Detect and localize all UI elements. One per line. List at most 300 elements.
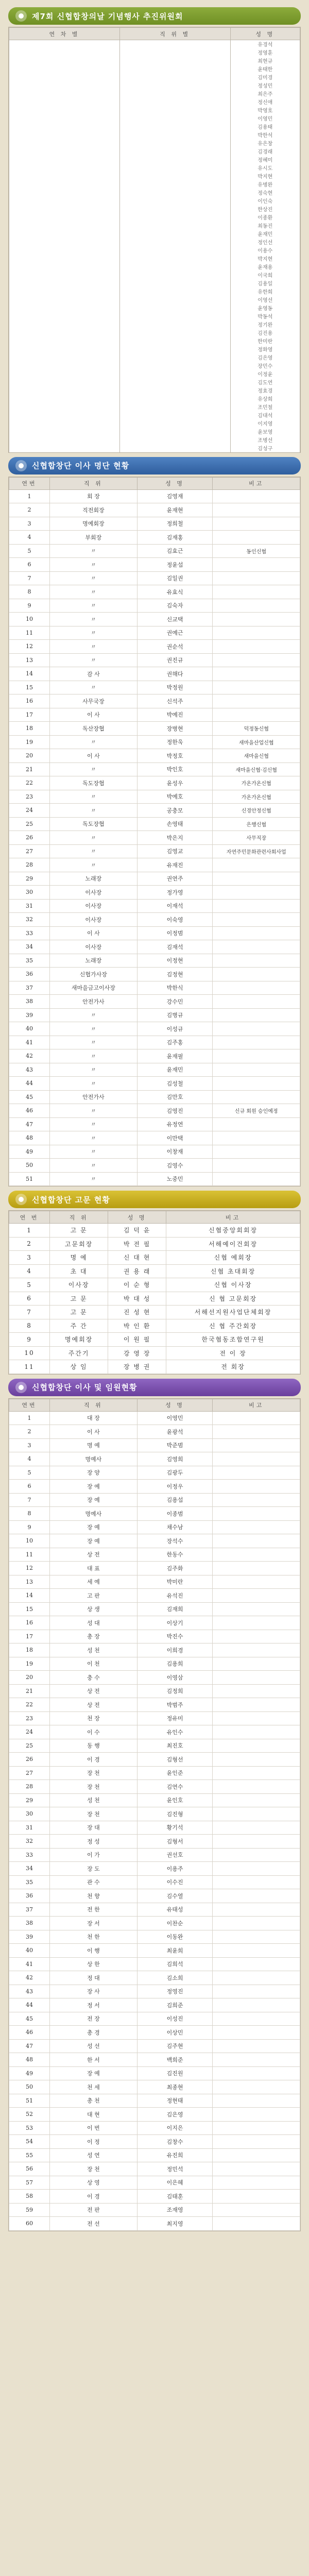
table-row <box>9 81 300 90</box>
table-cell: 〃 <box>50 613 138 626</box>
table-cell <box>9 378 120 386</box>
table-cell: 57 <box>9 2176 50 2190</box>
table-row <box>9 156 300 164</box>
table-cell <box>213 1944 300 1958</box>
section3-table-box <box>8 1210 301 1375</box>
table-cell: 신 협 주간회장 <box>166 1319 300 1333</box>
table-row <box>9 345 300 353</box>
table-cell: 주간기 <box>50 1346 108 1360</box>
table-cell <box>213 1875 300 1889</box>
table-cell: 김미경 <box>230 73 300 81</box>
table-cell <box>119 246 230 255</box>
table-cell: 장 도 <box>50 1862 138 1876</box>
table-cell: 명 예 <box>50 1251 108 1265</box>
table-cell <box>213 2176 300 2190</box>
section1-banner <box>8 7 301 25</box>
table-cell <box>9 98 120 106</box>
table-row <box>9 1575 300 1589</box>
table-cell: 8 <box>9 585 50 599</box>
table-cell: 30 <box>9 886 50 900</box>
table-cell: 52 <box>9 2108 50 2122</box>
table-cell: 6 <box>9 1292 50 1306</box>
table-cell <box>213 1725 300 1739</box>
table-cell: 성 연 <box>50 2148 138 2162</box>
table-cell <box>119 362 230 370</box>
table-cell <box>213 2108 300 2122</box>
table-cell <box>213 1145 300 1159</box>
table-cell: 김태훈 <box>137 2190 213 2204</box>
table-row <box>9 804 300 818</box>
table-cell: 최진호 <box>137 1739 213 1753</box>
table-cell: 정숙현 <box>230 189 300 197</box>
table-row <box>9 2203 300 2217</box>
table-cell: 세 예 <box>50 1575 138 1589</box>
table-cell: 박범주 <box>137 1698 213 1712</box>
table-row <box>9 1793 300 1807</box>
table-cell: 51 <box>9 2094 50 2108</box>
section2-table-box <box>8 477 301 1187</box>
table-row <box>9 444 300 452</box>
table-row <box>9 1319 300 1333</box>
table-cell: 신협중앙회회장 <box>166 1224 300 1238</box>
table-cell: 21 <box>9 762 50 776</box>
table-cell: 27 <box>9 844 50 858</box>
table-cell: 명 예 <box>50 1438 138 1452</box>
table-cell: 39 <box>9 1930 50 1944</box>
table-cell: 34 <box>9 1862 50 1876</box>
flower-icon <box>14 459 28 472</box>
table-cell <box>9 287 120 296</box>
table-cell <box>9 246 120 255</box>
table-row <box>9 1821 300 1835</box>
table-cell: 한동수 <box>137 1548 213 1562</box>
table-row <box>9 1493 300 1507</box>
table-cell <box>119 123 230 131</box>
table-cell <box>119 287 230 296</box>
table-cell: 〃 <box>50 1117 138 1131</box>
table-cell: 정가영 <box>137 886 213 900</box>
table-cell <box>213 1131 300 1145</box>
table-row <box>9 968 300 981</box>
table-cell <box>119 73 230 81</box>
table-cell: 대 표 <box>50 1562 138 1575</box>
col-header: 직 위 <box>50 477 138 489</box>
table-cell: 상 전 <box>50 1548 138 1562</box>
table-cell: 19 <box>9 1657 50 1671</box>
table-row <box>9 114 300 123</box>
table-cell: 조재영 <box>137 2203 213 2217</box>
table-row <box>9 735 300 749</box>
table-cell: 이지영 <box>230 419 300 428</box>
table-cell: 〃 <box>50 735 138 749</box>
table-cell: 정영훈 <box>230 48 300 57</box>
table-cell <box>119 353 230 362</box>
table-cell: 장석수 <box>137 1534 213 1548</box>
table-cell: 이 경 <box>50 1753 138 1767</box>
table-cell <box>119 131 230 139</box>
table-cell: 윤광석 <box>137 1425 213 1439</box>
table-cell <box>213 626 300 640</box>
table-row <box>9 653 300 667</box>
table-cell: 박동석 <box>230 312 300 320</box>
table-row <box>9 320 300 329</box>
table-row <box>9 2039 300 2053</box>
table-cell: 이 사 <box>50 749 138 763</box>
table-cell: 47 <box>9 2039 50 2053</box>
table-cell <box>213 2066 300 2080</box>
table-cell: 명예사 <box>50 1452 138 1466</box>
table-row <box>9 1657 300 1671</box>
table-cell: 최지영 <box>137 2217 213 2231</box>
table-row <box>9 131 300 139</box>
table-cell: 한 서 <box>50 2053 138 2067</box>
col-header: 연번 <box>9 1399 50 1411</box>
table-cell: 직전회장 <box>50 503 138 517</box>
table-cell <box>9 279 120 287</box>
table-cell: 명예회장 <box>50 517 138 531</box>
table-cell: 권선호 <box>137 1848 213 1862</box>
table-cell <box>9 444 120 452</box>
table-cell: 10 <box>9 1346 50 1360</box>
table-row <box>9 1438 300 1452</box>
table-cell: 안전가사 <box>50 1090 138 1104</box>
table-cell: 59 <box>9 2203 50 2217</box>
table-cell: 26 <box>9 1753 50 1767</box>
table-cell: 39 <box>9 1008 50 1022</box>
table-row <box>9 287 300 296</box>
table-row <box>9 395 300 403</box>
table-row <box>9 246 300 255</box>
table-row <box>9 722 300 736</box>
table-row <box>9 1616 300 1630</box>
table-cell: 이사장 <box>50 886 138 900</box>
table-cell <box>119 320 230 329</box>
table-cell: 전 이 장 <box>166 1346 300 1360</box>
table-cell: 이사장 <box>50 899 138 913</box>
table-cell: 새마을산업신협 <box>213 735 300 749</box>
table-cell: 김광두 <box>137 1466 213 1480</box>
table-row <box>9 1753 300 1767</box>
table-row <box>9 271 300 279</box>
table-cell: 1 <box>9 489 50 503</box>
table-cell: 〃 <box>50 1049 138 1063</box>
table-cell: 21 <box>9 1684 50 1698</box>
table-cell: 김병규 <box>137 1008 213 1022</box>
table-cell <box>213 1438 300 1452</box>
table-cell: 강 영 장 <box>108 1346 166 1360</box>
table-row <box>9 2176 300 2190</box>
table-cell: 정 대 <box>50 1971 138 1985</box>
table-row <box>9 571 300 585</box>
table-cell: 3 <box>9 1438 50 1452</box>
table-row <box>9 57 300 65</box>
table-cell: 김수열 <box>137 1889 213 1903</box>
table-cell: 42 <box>9 1049 50 1063</box>
table-cell <box>9 386 120 395</box>
table-row <box>9 386 300 395</box>
col-header: 성 명 <box>137 477 213 489</box>
table-cell: 43 <box>9 1985 50 1998</box>
table-row <box>9 886 300 900</box>
table-cell: 이창재 <box>137 1145 213 1159</box>
table-row <box>9 362 300 370</box>
table-cell: 김영재 <box>137 489 213 503</box>
table-cell <box>213 968 300 981</box>
table-cell: 장 천 <box>50 1780 138 1794</box>
table-cell <box>213 1548 300 1562</box>
table-row <box>9 1117 300 1131</box>
table-row <box>9 1985 300 1998</box>
table-row <box>9 1022 300 1036</box>
table-cell: 고 판 <box>50 1589 138 1603</box>
table-cell: 서해선지원사업단체회장 <box>166 1306 300 1319</box>
table-row <box>9 667 300 681</box>
table-cell <box>213 2203 300 2217</box>
table-row <box>9 90 300 98</box>
table-cell: 성 선 <box>50 2039 138 2053</box>
table-cell: 4 <box>9 1452 50 1466</box>
table-cell <box>213 2162 300 2176</box>
table-cell: 장 예 <box>50 1534 138 1548</box>
table-cell: 31 <box>9 1821 50 1835</box>
table-cell: 이숙영 <box>137 913 213 927</box>
table-cell <box>213 503 300 517</box>
table-cell: 이성진 <box>137 2012 213 2026</box>
table-row <box>9 517 300 531</box>
table-cell: 28 <box>9 858 50 872</box>
table-row <box>9 2135 300 2149</box>
table-row <box>9 1346 300 1360</box>
table-cell: 정한욱 <box>137 735 213 749</box>
table-row <box>9 1063 300 1077</box>
table-cell <box>9 428 120 436</box>
table-cell <box>213 1835 300 1849</box>
table-cell: 성 천 <box>50 1643 138 1657</box>
col-header: 비고 <box>213 1399 300 1411</box>
flower-icon <box>14 9 28 23</box>
table-row <box>9 1643 300 1657</box>
table-cell <box>213 1077 300 1091</box>
table-cell: 새마을신협·김신협 <box>213 762 300 776</box>
table-cell <box>119 98 230 106</box>
table-cell: 이 천 <box>50 1657 138 1671</box>
section1-table <box>9 27 300 452</box>
table-cell <box>9 205 120 213</box>
table-cell: 김형서 <box>137 1835 213 1849</box>
table-cell <box>119 395 230 403</box>
table-cell: 명예사 <box>50 1507 138 1521</box>
table-cell: 대 현 <box>50 2108 138 2122</box>
table-cell <box>119 436 230 444</box>
table-cell: 김창수 <box>137 2135 213 2149</box>
table-row <box>9 411 300 419</box>
table-row <box>9 65 300 73</box>
table-cell: 23 <box>9 790 50 804</box>
table-cell <box>9 296 120 304</box>
table-cell: 정신애 <box>230 98 300 106</box>
table-cell: 〃 <box>50 1104 138 1118</box>
table-row <box>9 981 300 995</box>
table-cell: 장병현 <box>137 722 213 736</box>
table-row <box>9 694 300 708</box>
table-cell: 이정윤 <box>230 370 300 378</box>
table-cell: 김진형 <box>137 1807 213 1821</box>
table-cell: 이 행 <box>50 1944 138 1958</box>
table-row <box>9 255 300 263</box>
table-row <box>9 1360 300 1374</box>
table-row <box>9 1425 300 1439</box>
table-cell: 김용섭 <box>137 1493 213 1507</box>
table-cell <box>213 1562 300 1575</box>
table-cell <box>9 362 120 370</box>
table-cell <box>119 180 230 189</box>
table-row <box>9 872 300 886</box>
table-cell: 이용주 <box>137 1862 213 1876</box>
table-cell: 상 전 <box>50 1684 138 1698</box>
table-cell: 최종현 <box>137 2080 213 2094</box>
table-row <box>9 681 300 694</box>
table-cell <box>9 197 120 205</box>
table-cell: 〃 <box>50 1077 138 1091</box>
table-cell: 천 한 <box>50 1930 138 1944</box>
table-cell <box>213 899 300 913</box>
table-cell: 34 <box>9 940 50 954</box>
table-cell: 자연주민문화관련사회사업 <box>213 844 300 858</box>
table-cell <box>119 65 230 73</box>
table-cell <box>213 1985 300 1998</box>
table-cell <box>9 139 120 147</box>
table-cell <box>119 197 230 205</box>
table-cell: 이만택 <box>137 1131 213 1145</box>
table-cell: 독도장협 <box>50 817 138 831</box>
table-row <box>9 436 300 444</box>
table-cell <box>9 304 120 312</box>
table-cell <box>9 238 120 246</box>
table-cell <box>213 926 300 940</box>
table-cell <box>213 1090 300 1104</box>
table-cell: 신협 이사장 <box>166 1278 300 1292</box>
table-cell: 장 천 <box>50 1807 138 1821</box>
table-cell <box>119 296 230 304</box>
table-cell: 전 장 <box>50 2012 138 2026</box>
table-cell <box>9 271 120 279</box>
table-cell: 40 <box>9 1022 50 1036</box>
table-row <box>9 40 300 48</box>
section1-title: 제7회 신협합창의날 기념행사 추진위원회 <box>32 11 183 21</box>
table-cell: 김영교 <box>137 844 213 858</box>
table-cell <box>9 312 120 320</box>
table-cell <box>213 571 300 585</box>
table-cell <box>213 1903 300 1917</box>
section4-banner <box>8 1379 301 1396</box>
table-row <box>9 940 300 954</box>
table-cell: 장 병 권 <box>108 1360 166 1374</box>
section2-body <box>9 489 300 1186</box>
table-cell: 총 경 <box>50 2026 138 2040</box>
table-cell: 윤인호 <box>137 1793 213 1807</box>
table-cell: 정혜미 <box>230 156 300 164</box>
table-cell <box>9 40 120 48</box>
table-cell <box>213 1036 300 1049</box>
table-cell: 한국협동조합연구원 <box>166 1333 300 1347</box>
table-cell: 이국희 <box>230 271 300 279</box>
table-cell <box>213 2053 300 2067</box>
table-cell: 이 수 <box>50 1725 138 1739</box>
table-cell <box>119 255 230 263</box>
table-cell <box>9 114 120 123</box>
table-cell: 이재석 <box>137 899 213 913</box>
table-row <box>9 189 300 197</box>
table-row <box>9 858 300 872</box>
table-cell <box>119 172 230 180</box>
table-cell <box>9 172 120 180</box>
table-cell: 김재홍 <box>137 531 213 545</box>
table-row <box>9 1957 300 1971</box>
table-row <box>9 1725 300 1739</box>
table-cell <box>9 73 120 81</box>
table-cell: 정화영 <box>230 345 300 353</box>
table-row <box>9 222 300 230</box>
table-cell <box>119 279 230 287</box>
table-cell <box>9 222 120 230</box>
table-cell: 명예회장 <box>50 1333 108 1347</box>
table-cell: 12 <box>9 1562 50 1575</box>
table-cell <box>213 653 300 667</box>
table-row <box>9 1452 300 1466</box>
table-cell <box>213 517 300 531</box>
table-cell: 유시도 <box>230 164 300 172</box>
table-cell: 고 문 <box>50 1306 108 1319</box>
table-cell: 이 사 <box>50 708 138 722</box>
table-cell: 김성구 <box>230 444 300 452</box>
table-cell <box>213 981 300 995</box>
table-cell <box>119 337 230 345</box>
table-cell <box>213 2121 300 2135</box>
table-row <box>9 296 300 304</box>
table-cell <box>213 585 300 599</box>
table-cell <box>119 345 230 353</box>
table-cell: 〃 <box>50 1008 138 1022</box>
table-cell: 장 천 <box>50 1766 138 1780</box>
table-cell: 이찬순 <box>137 1917 213 1930</box>
table-cell: 46 <box>9 1104 50 1118</box>
table-row <box>9 1684 300 1698</box>
table-cell: 독도장협 <box>50 776 138 790</box>
col-header: 비고 <box>213 477 300 489</box>
table-cell <box>213 613 300 626</box>
table-cell: 이종범 <box>137 1507 213 1521</box>
table-cell: 김효근 <box>137 544 213 558</box>
table-cell: 초 대 <box>50 1264 108 1278</box>
table-cell <box>9 345 120 353</box>
table-cell: 장 예 <box>50 1520 138 1534</box>
table-cell: 노래장 <box>50 954 138 968</box>
table-cell: 감 사 <box>50 667 138 681</box>
table-cell: 3 <box>9 1251 50 1265</box>
table-cell: 신 대 현 <box>108 1251 166 1265</box>
table-cell <box>119 222 230 230</box>
table-cell: 윤재필 <box>137 1049 213 1063</box>
table-cell: 유상희 <box>230 395 300 403</box>
table-cell: 황기석 <box>137 1821 213 1835</box>
table-cell: 9 <box>9 1520 50 1534</box>
table-cell: 정인선 <box>230 238 300 246</box>
table-row <box>9 613 300 626</box>
table-row <box>9 1780 300 1794</box>
table-cell <box>9 164 120 172</box>
table-cell <box>9 255 120 263</box>
table-row <box>9 1548 300 1562</box>
